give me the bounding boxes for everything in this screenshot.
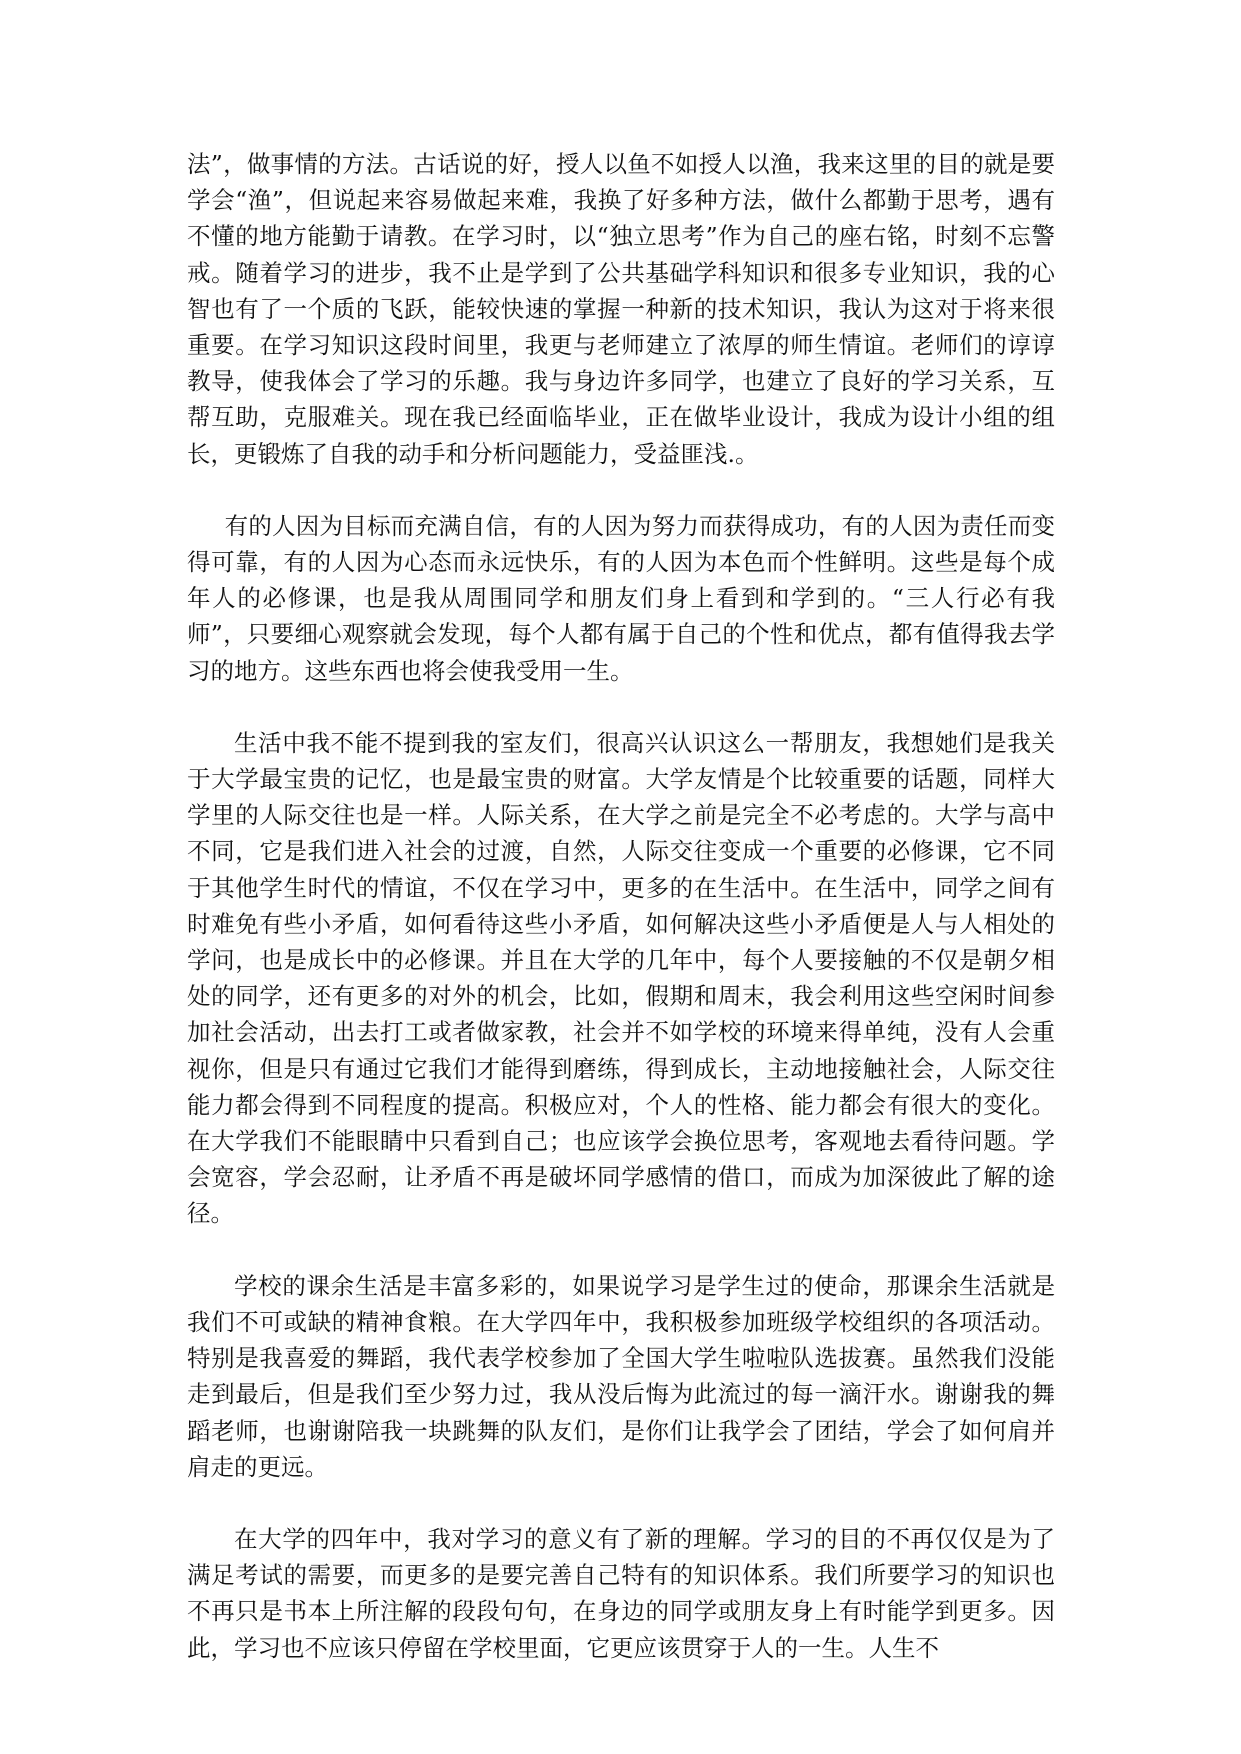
paragraph-extracurricular: 学校的课余生活是丰富多彩的，如果说学习是学生过的使命，那课余生活就是我们不可或缺的精神食粮。在大学四年中，我积极参加班级学校组织的各项活动。特别是我喜爱的舞蹈，我代表学校参加了全国大学生啦啦队选拔赛。虽然我们没能走到最后，但是我们至少努力过，我从没后悔为此流过的每一滴汗水。谢谢我的舞蹈老师，也谢谢陪我一块跳舞的队友们，是你们让我学会了团结，学会了如何肩并肩走的更远。	[187, 1271, 1055, 1481]
paragraph-learning-method: 法”，做事情的方法。古话说的好，授人以鱼不如授人以渔，我来这里的目的就是要学会“渔”，但说起来容易做起来难，我换了好多种方法，做什么都勤于思考，遇有不懂的地方能勤于请教。在学习时，以“独立思考”作为自己的座右铭，时刻不忘警戒。随着学习的进步，我不止是学到了公共基础学科知识和很多专业知识，我的心智也有了一个质的飞跃，能较快速的掌握一种新的技术知识，我认为这对于将来很重要。在学习知识这段时间里，我更与老师建立了浓厚的师生情谊。老师们的谆谆教导，使我体会了学习的乐趣。我与身边许多同学，也建立了良好的学习关系，互帮互助，克服难关。现在我已经面临毕业，正在做毕业设计，我成为设计小组的组长，更锻炼了自我的动手和分析问题能力，受益匪浅.。	[187, 150, 1055, 468]
paragraph-meaning-of-learning: 在大学的四年中，我对学习的意义有了新的理解。学习的目的不再仅仅是为了满足考试的需要，而更多的是要完善自己特有的知识体系。我们所要学习的知识也不再只是书本上所注解的段段句句，在身边的同学或朋友身上有时能学到更多。因此，学习也不应该只停留在学校里面，它更应该贯穿于人的一生。人生不	[187, 1524, 1055, 1662]
paragraph-roommates: 生活中我不能不提到我的室友们，很高兴认识这么一帮朋友，我想她们是我关于大学最宝贵的记忆，也是最宝贵的财富。大学友情是个比较重要的话题，同样大学里的人际交往也是一样。人际关系，在大学之前是完全不必考虑的。大学与高中不同，它是我们进入社会的过渡，自然，人际交往变成一个重要的必修课，它不同于其他学生时代的情谊，不仅在学习中，更多的在生活中。在生活中，同学之间有时难免有些小矛盾，如何看待这些小矛盾，如何解决这些小矛盾便是人与人相处的学问，也是成长中的必修课。并且在大学的几年中，每个人要接触的不仅是朝夕相处的同学，还有更多的对外的机会，比如，假期和周末，我会利用这些空闲时间参加社会活动，出去打工或者做家教，社会并不如学校的环境来得单纯，没有人会重视你，但是只有通过它我们才能得到磨练，得到成长，主动地接触社会，人际交往能力都会得到不同程度的提高。积极应对，个人的性格、能力都会有很大的变化。在大学我们不能眼睛中只看到自己；也应该学会换位思考，客观地去看待问题。学会宽容，学会忍耐，让矛盾不再是破坏同学感情的借口，而成为加深彼此了解的途径。	[187, 728, 1055, 1228]
paragraph-personality: 有的人因为目标而充满自信，有的人因为努力而获得成功，有的人因为责任而变得可靠，有的人因为心态而永远快乐，有的人因为本色而个性鲜明。这些是每个成年人的必修课，也是我从周围同学和朋友们身上看到和学到的。“三人行必有我师”，只要细心观察就会发现，每个人都有属于自己的个性和优点，都有值得我去学习的地方。这些东西也将会使我受用一生。	[187, 511, 1055, 685]
document-body	[187, 146, 1055, 1702]
